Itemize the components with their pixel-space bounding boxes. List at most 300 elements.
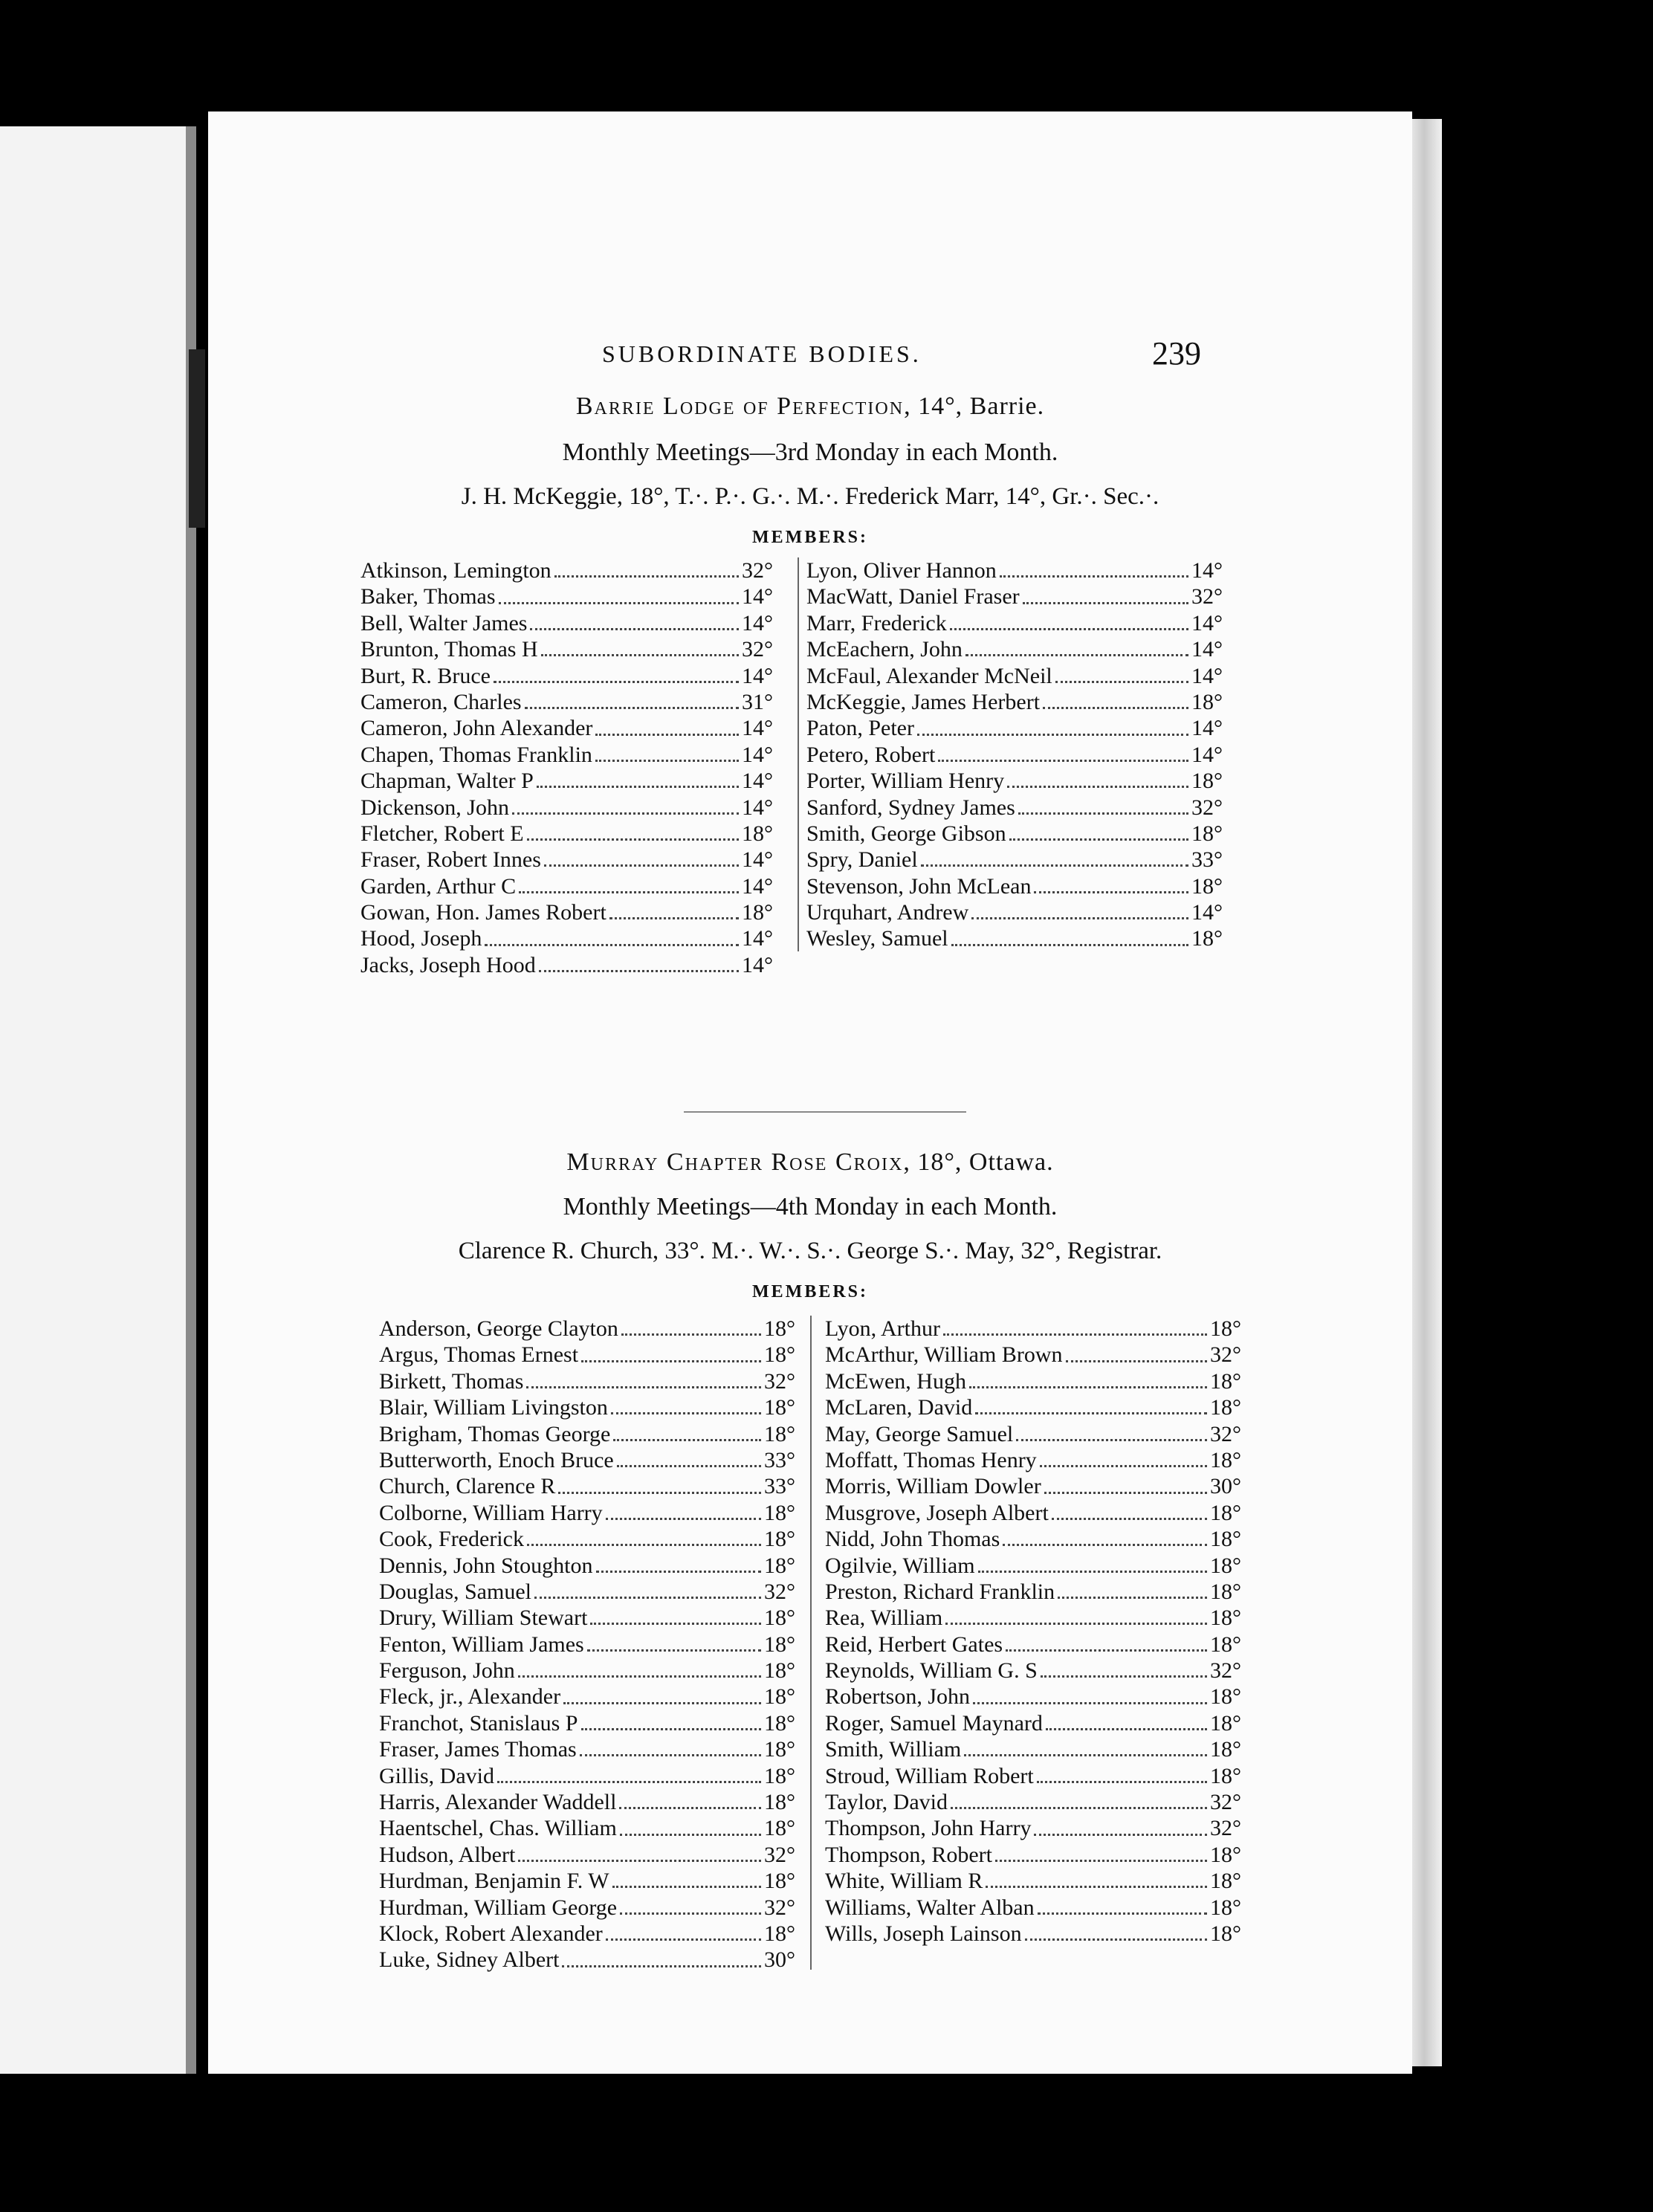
member-name: Smith, William bbox=[825, 1737, 962, 1762]
dot-leader bbox=[534, 1597, 761, 1599]
member-degree: 32° bbox=[1191, 584, 1223, 609]
member-degree: 32° bbox=[1210, 1658, 1241, 1684]
member-row bbox=[379, 1447, 795, 1473]
member-name: Haentschel, Chas. William bbox=[379, 1816, 617, 1841]
member-row bbox=[379, 1500, 795, 1526]
dot-leader bbox=[945, 1623, 1207, 1625]
member-name: MacWatt, Daniel Fraser bbox=[806, 584, 1020, 609]
member-row bbox=[806, 583, 1223, 609]
member-name: Sanford, Sydney James bbox=[806, 795, 1015, 820]
member-row bbox=[360, 610, 773, 636]
dot-leader bbox=[921, 864, 1188, 867]
member-degree: 14° bbox=[742, 795, 773, 820]
member-row bbox=[806, 636, 1223, 662]
member-degree: 18° bbox=[1210, 1553, 1241, 1578]
member-row bbox=[825, 1421, 1241, 1447]
member-name: Gowan, Hon. James Robert bbox=[360, 900, 606, 925]
dot-leader bbox=[512, 812, 739, 815]
member-row bbox=[806, 821, 1223, 847]
member-row bbox=[379, 1921, 795, 1947]
dot-leader bbox=[612, 1886, 761, 1888]
dot-leader bbox=[621, 1333, 761, 1336]
member-name: McEwen, Hugh bbox=[825, 1368, 966, 1394]
dot-leader bbox=[943, 1333, 1207, 1336]
member-name: Moffatt, Thomas Henry bbox=[825, 1447, 1037, 1472]
dot-leader bbox=[525, 707, 739, 709]
member-row bbox=[806, 925, 1223, 951]
member-row bbox=[379, 1658, 795, 1684]
member-degree: 14° bbox=[1191, 742, 1223, 767]
member-row bbox=[360, 636, 773, 662]
dot-leader bbox=[1009, 838, 1188, 841]
member-name: Fletcher, Robert E bbox=[360, 821, 524, 846]
member-degree: 14° bbox=[742, 663, 773, 688]
member-name: Burt, R. Bruce bbox=[360, 663, 491, 688]
member-row bbox=[379, 1316, 795, 1342]
member-row bbox=[825, 1921, 1241, 1947]
member-row bbox=[806, 663, 1223, 689]
member-degree: 18° bbox=[1210, 1316, 1241, 1341]
member-row bbox=[825, 1447, 1241, 1473]
member-row bbox=[360, 847, 773, 873]
member-name: McLaren, David bbox=[825, 1395, 973, 1420]
member-name: Marr, Frederick bbox=[806, 610, 947, 636]
dot-leader bbox=[595, 734, 739, 736]
page-edge bbox=[1412, 119, 1442, 2066]
dot-leader bbox=[527, 1544, 761, 1546]
dot-leader bbox=[537, 786, 739, 788]
member-row bbox=[379, 1815, 795, 1841]
section-title-name: Murray Chapter Rose Croix bbox=[566, 1148, 904, 1176]
dot-leader bbox=[590, 1623, 761, 1625]
section-title-rest: , 14°, Barrie. bbox=[904, 392, 1045, 420]
member-row bbox=[825, 1553, 1241, 1579]
member-name: Hudson, Albert bbox=[379, 1842, 516, 1867]
members-list bbox=[360, 557, 1282, 1018]
dot-leader bbox=[1058, 1597, 1207, 1599]
member-row bbox=[360, 768, 773, 794]
member-name: Rea, William bbox=[825, 1605, 943, 1631]
member-degree: 18° bbox=[764, 1316, 795, 1341]
member-degree: 18° bbox=[764, 1684, 795, 1710]
meetings-line: Monthly Meetings—4th Monday in each Month. bbox=[563, 1193, 1058, 1220]
member-name: Birkett, Thomas bbox=[379, 1368, 524, 1394]
member-name: Nidd, John Thomas bbox=[825, 1527, 1000, 1552]
member-row bbox=[825, 1763, 1241, 1789]
member-name: Morris, William Dowler bbox=[825, 1474, 1041, 1499]
member-degree: 32° bbox=[1210, 1421, 1241, 1446]
dot-leader bbox=[619, 1807, 761, 1809]
member-name: Fleck, jr., Alexander bbox=[379, 1684, 561, 1710]
member-row bbox=[379, 1631, 795, 1658]
member-degree: 14° bbox=[1191, 558, 1223, 583]
member-name: Ferguson, John bbox=[379, 1658, 515, 1684]
dot-leader bbox=[1003, 1544, 1207, 1546]
member-name: Blair, William Livingston bbox=[379, 1395, 608, 1420]
member-degree: 14° bbox=[742, 847, 773, 873]
member-degree: 14° bbox=[742, 610, 773, 636]
member-degree: 31° bbox=[742, 689, 773, 714]
member-name: Lyon, Oliver Hannon bbox=[806, 558, 997, 583]
member-name: Fraser, James Thomas bbox=[379, 1737, 577, 1762]
member-degree: 18° bbox=[764, 1763, 795, 1788]
member-row bbox=[806, 689, 1223, 715]
member-name: Roger, Samuel Maynard bbox=[825, 1710, 1043, 1736]
member-name: Chapman, Walter P bbox=[360, 769, 534, 794]
member-name: Wesley, Samuel bbox=[806, 926, 948, 951]
member-degree: 18° bbox=[764, 1921, 795, 1946]
dot-leader bbox=[1023, 602, 1188, 604]
book-page bbox=[208, 111, 1412, 2074]
member-degree: 14° bbox=[742, 873, 773, 899]
member-degree: 18° bbox=[764, 1421, 795, 1446]
dot-leader bbox=[964, 1754, 1207, 1756]
member-row bbox=[825, 1342, 1241, 1368]
dot-leader bbox=[595, 760, 739, 762]
member-degree: 32° bbox=[1191, 795, 1223, 820]
member-degree: 18° bbox=[764, 1527, 795, 1552]
member-degree: 18° bbox=[1191, 689, 1223, 714]
member-name: Preston, Richard Franklin bbox=[825, 1579, 1055, 1604]
member-row bbox=[379, 1842, 795, 1868]
dot-leader bbox=[1043, 707, 1188, 709]
dot-leader bbox=[558, 1492, 761, 1494]
member-row bbox=[806, 795, 1223, 821]
member-degree: 30° bbox=[1210, 1474, 1241, 1499]
section-title bbox=[208, 1148, 1412, 1177]
member-name: Spry, Daniel bbox=[806, 847, 918, 873]
member-row bbox=[379, 1736, 795, 1762]
member-degree: 18° bbox=[1191, 926, 1223, 951]
dot-leader bbox=[581, 1360, 761, 1362]
member-name: Argus, Thomas Ernest bbox=[379, 1342, 579, 1368]
member-name: Cook, Frederick bbox=[379, 1527, 524, 1552]
members-column-right bbox=[806, 557, 1223, 952]
member-degree: 18° bbox=[764, 1605, 795, 1631]
dot-leader bbox=[485, 944, 739, 946]
member-row bbox=[806, 873, 1223, 899]
dot-leader bbox=[995, 1860, 1207, 1862]
member-degree: 18° bbox=[764, 1790, 795, 1815]
member-name: Smith, George Gibson bbox=[806, 821, 1006, 846]
member-degree: 32° bbox=[742, 637, 773, 662]
member-row bbox=[825, 1895, 1241, 1921]
member-row bbox=[825, 1868, 1241, 1894]
dot-leader bbox=[596, 1571, 761, 1573]
dot-leader bbox=[494, 681, 739, 683]
member-degree: 32° bbox=[1210, 1342, 1241, 1368]
member-name: Gillis, David bbox=[379, 1763, 494, 1788]
dot-leader bbox=[971, 917, 1188, 919]
member-degree: 18° bbox=[1210, 1763, 1241, 1788]
member-name: Hood, Joseph bbox=[360, 926, 482, 951]
dot-leader bbox=[580, 1754, 761, 1756]
member-row bbox=[360, 742, 773, 768]
dot-leader bbox=[986, 1886, 1207, 1888]
dot-leader bbox=[1000, 575, 1188, 578]
dot-leader bbox=[587, 1649, 761, 1652]
member-row bbox=[379, 1579, 795, 1605]
member-degree: 18° bbox=[764, 1816, 795, 1841]
member-name: Luke, Sidney Albert bbox=[379, 1947, 560, 1973]
member-name: Thompson, John Harry bbox=[825, 1816, 1032, 1841]
member-degree: 14° bbox=[1191, 663, 1223, 688]
member-name: Bell, Walter James bbox=[360, 610, 528, 636]
dot-leader bbox=[613, 1439, 761, 1441]
member-name: Porter, William Henry bbox=[806, 769, 1005, 794]
dot-leader bbox=[950, 628, 1188, 630]
member-row bbox=[360, 821, 773, 847]
member-degree: 32° bbox=[764, 1579, 795, 1604]
member-degree: 14° bbox=[742, 952, 773, 977]
member-row bbox=[825, 1473, 1241, 1499]
member-degree: 14° bbox=[742, 742, 773, 767]
dot-leader bbox=[1052, 1518, 1207, 1520]
member-degree: 18° bbox=[764, 1631, 795, 1657]
dot-leader bbox=[526, 1386, 761, 1388]
dot-leader bbox=[1046, 1728, 1207, 1730]
running-title: SUBORDINATE BODIES. bbox=[602, 340, 922, 367]
member-row bbox=[806, 899, 1223, 925]
member-name: Hurdman, William George bbox=[379, 1895, 618, 1920]
members-column-left bbox=[360, 557, 773, 978]
member-name: Reid, Herbert Gates bbox=[825, 1631, 1003, 1657]
member-name: Brigham, Thomas George bbox=[379, 1421, 611, 1446]
member-name: Baker, Thomas bbox=[360, 584, 496, 609]
dot-leader bbox=[554, 575, 739, 578]
dot-leader bbox=[563, 1702, 761, 1704]
column-divider bbox=[798, 557, 799, 951]
member-degree: 14° bbox=[1191, 637, 1223, 662]
member-name: May, George Samuel bbox=[825, 1421, 1014, 1446]
member-name: Chapen, Thomas Franklin bbox=[360, 742, 592, 767]
member-name: Jacks, Joseph Hood bbox=[360, 952, 536, 977]
dot-leader bbox=[609, 917, 739, 919]
dot-leader bbox=[1034, 1834, 1207, 1836]
member-row bbox=[360, 689, 773, 715]
members-column-right bbox=[825, 1316, 1241, 1947]
member-row bbox=[806, 610, 1223, 636]
member-row bbox=[825, 1605, 1241, 1631]
member-name: Church, Clarence R bbox=[379, 1474, 556, 1499]
member-name: Taylor, David bbox=[825, 1790, 948, 1815]
member-degree: 14° bbox=[1191, 610, 1223, 636]
member-row bbox=[360, 663, 773, 689]
member-degree: 14° bbox=[742, 716, 773, 741]
member-row bbox=[806, 557, 1223, 583]
member-row bbox=[379, 1553, 795, 1579]
member-degree: 14° bbox=[1191, 716, 1223, 741]
member-row bbox=[379, 1421, 795, 1447]
member-row bbox=[825, 1815, 1241, 1841]
member-degree: 14° bbox=[742, 769, 773, 794]
member-degree: 18° bbox=[1210, 1500, 1241, 1525]
dot-leader bbox=[1018, 812, 1188, 815]
member-row bbox=[360, 795, 773, 821]
member-name: Brunton, Thomas H bbox=[360, 637, 538, 662]
dot-leader bbox=[1044, 1492, 1207, 1494]
member-row bbox=[825, 1631, 1241, 1658]
dot-leader bbox=[530, 628, 739, 630]
member-name: Petero, Robert bbox=[806, 742, 936, 767]
dot-leader bbox=[1007, 786, 1188, 788]
member-row bbox=[825, 1500, 1241, 1526]
member-degree: 18° bbox=[764, 1737, 795, 1762]
member-name: Franchot, Stanislaus P bbox=[379, 1710, 578, 1736]
member-row bbox=[379, 1368, 795, 1394]
dot-leader bbox=[617, 1465, 761, 1467]
dot-leader bbox=[519, 891, 739, 893]
dot-leader bbox=[611, 1412, 761, 1414]
member-degree: 14° bbox=[742, 926, 773, 951]
member-degree: 18° bbox=[1210, 1579, 1241, 1604]
member-row bbox=[360, 557, 773, 583]
member-name: McKeggie, James Herbert bbox=[806, 689, 1041, 714]
member-degree: 30° bbox=[764, 1947, 795, 1973]
member-row bbox=[825, 1710, 1241, 1736]
members-list bbox=[379, 1316, 1301, 1985]
member-name: Colborne, William Harry bbox=[379, 1500, 603, 1525]
member-degree: 32° bbox=[764, 1895, 795, 1920]
member-name: Reynolds, William G. S bbox=[825, 1658, 1038, 1684]
facing-page bbox=[0, 126, 196, 2074]
dot-leader bbox=[969, 1386, 1207, 1388]
member-name: Douglas, Samuel bbox=[379, 1579, 531, 1604]
member-row bbox=[379, 1710, 795, 1736]
member-name: Robertson, John bbox=[825, 1684, 970, 1710]
member-row bbox=[360, 952, 773, 978]
member-degree: 33° bbox=[764, 1474, 795, 1499]
member-degree: 18° bbox=[764, 1658, 795, 1684]
member-degree: 33° bbox=[1191, 847, 1223, 873]
officers-line: J. H. McKeggie, 18°, T.·. P.·. G.·. M.·. Frederick Marr, 14°, Gr.·. Sec.·. bbox=[461, 483, 1159, 510]
member-row bbox=[806, 715, 1223, 741]
dot-leader bbox=[562, 1965, 761, 1967]
member-row bbox=[379, 1526, 795, 1552]
dot-leader bbox=[606, 1938, 761, 1941]
member-degree: 18° bbox=[764, 1553, 795, 1578]
member-name: Stevenson, John McLean bbox=[806, 873, 1032, 899]
member-degree: 18° bbox=[1191, 821, 1223, 846]
member-degree: 18° bbox=[1210, 1368, 1241, 1394]
dot-leader bbox=[1040, 1465, 1207, 1467]
member-row bbox=[825, 1526, 1241, 1552]
member-degree: 14° bbox=[742, 584, 773, 609]
member-name: Thompson, Robert bbox=[825, 1842, 992, 1867]
member-name: Lyon, Arthur bbox=[825, 1316, 940, 1341]
section-title bbox=[208, 392, 1412, 421]
members-column-left bbox=[379, 1316, 795, 1973]
member-name: Cameron, Charles bbox=[360, 689, 522, 714]
members-heading: MEMBERS: bbox=[752, 528, 868, 547]
member-name: McArthur, William Brown bbox=[825, 1342, 1063, 1368]
member-row bbox=[825, 1368, 1241, 1394]
member-name: Musgrove, Joseph Albert bbox=[825, 1500, 1049, 1525]
dot-leader bbox=[541, 654, 739, 656]
member-name: Dennis, John Stoughton bbox=[379, 1553, 593, 1578]
dot-leader bbox=[965, 654, 1188, 656]
member-row bbox=[825, 1316, 1241, 1342]
member-degree: 18° bbox=[1210, 1395, 1241, 1420]
member-row bbox=[825, 1736, 1241, 1762]
member-degree: 32° bbox=[742, 558, 773, 583]
dot-leader bbox=[917, 734, 1188, 736]
member-name: Ogilvie, William bbox=[825, 1553, 975, 1578]
member-name: McFaul, Alexander McNeil bbox=[806, 663, 1052, 688]
member-row bbox=[379, 1868, 795, 1894]
member-row bbox=[360, 925, 773, 951]
member-name: Garden, Arthur C bbox=[360, 873, 517, 899]
member-degree: 18° bbox=[764, 1395, 795, 1420]
member-row bbox=[825, 1684, 1241, 1710]
dot-leader bbox=[1038, 1912, 1207, 1915]
member-name: Butterworth, Enoch Bruce bbox=[379, 1447, 614, 1472]
member-degree: 32° bbox=[1210, 1816, 1241, 1841]
page-number: 239 bbox=[1152, 335, 1201, 372]
section-divider bbox=[684, 1111, 966, 1113]
member-row bbox=[825, 1579, 1241, 1605]
dot-leader bbox=[973, 1702, 1207, 1704]
member-row bbox=[379, 1895, 795, 1921]
dot-leader bbox=[1066, 1360, 1208, 1362]
member-degree: 18° bbox=[1191, 769, 1223, 794]
member-degree: 18° bbox=[1210, 1737, 1241, 1762]
meetings-line: Monthly Meetings—3rd Monday in each Month. bbox=[562, 439, 1058, 466]
member-degree: 18° bbox=[1210, 1605, 1241, 1631]
member-row bbox=[825, 1658, 1241, 1684]
member-degree: 18° bbox=[1210, 1842, 1241, 1867]
dot-leader bbox=[978, 1571, 1207, 1573]
dot-leader bbox=[518, 1675, 761, 1678]
member-name: Atkinson, Lemington bbox=[360, 558, 551, 583]
member-degree: 33° bbox=[764, 1447, 795, 1472]
member-row bbox=[806, 847, 1223, 873]
member-degree: 18° bbox=[1210, 1527, 1241, 1552]
member-row bbox=[360, 583, 773, 609]
member-degree: 32° bbox=[1210, 1790, 1241, 1815]
member-degree: 18° bbox=[1210, 1631, 1241, 1657]
member-name: Stroud, William Robert bbox=[825, 1763, 1034, 1788]
dot-leader bbox=[620, 1834, 761, 1836]
member-row bbox=[806, 742, 1223, 768]
member-name: Williams, Walter Alban bbox=[825, 1895, 1035, 1920]
officers-line: Clarence R. Church, 33°. M.·. W.·. S.·. George S.·. May, 32°, Registrar. bbox=[458, 1238, 1162, 1264]
member-name: Fraser, Robert Innes bbox=[360, 847, 541, 873]
dot-leader bbox=[497, 1781, 761, 1783]
member-name: McEachern, John bbox=[806, 637, 963, 662]
member-row bbox=[379, 1684, 795, 1710]
member-row bbox=[825, 1842, 1241, 1868]
member-name: Klock, Robert Alexander bbox=[379, 1921, 603, 1946]
dot-leader bbox=[518, 1860, 761, 1862]
member-name: Fenton, William James bbox=[379, 1631, 584, 1657]
member-row bbox=[379, 1763, 795, 1789]
member-degree: 18° bbox=[764, 1342, 795, 1368]
member-row bbox=[379, 1947, 795, 1973]
member-row bbox=[825, 1394, 1241, 1420]
member-degree: 18° bbox=[1210, 1684, 1241, 1710]
member-degree: 18° bbox=[764, 1710, 795, 1736]
dot-leader bbox=[527, 838, 739, 841]
dot-leader bbox=[951, 944, 1188, 946]
member-row bbox=[379, 1473, 795, 1499]
section-title-name: Barrie Lodge of Perfection bbox=[575, 392, 905, 420]
member-name: Paton, Peter bbox=[806, 716, 914, 741]
member-name: Anderson, George Clayton bbox=[379, 1316, 618, 1341]
dot-leader bbox=[951, 1807, 1207, 1809]
dot-leader bbox=[499, 602, 739, 604]
member-degree: 18° bbox=[742, 821, 773, 846]
